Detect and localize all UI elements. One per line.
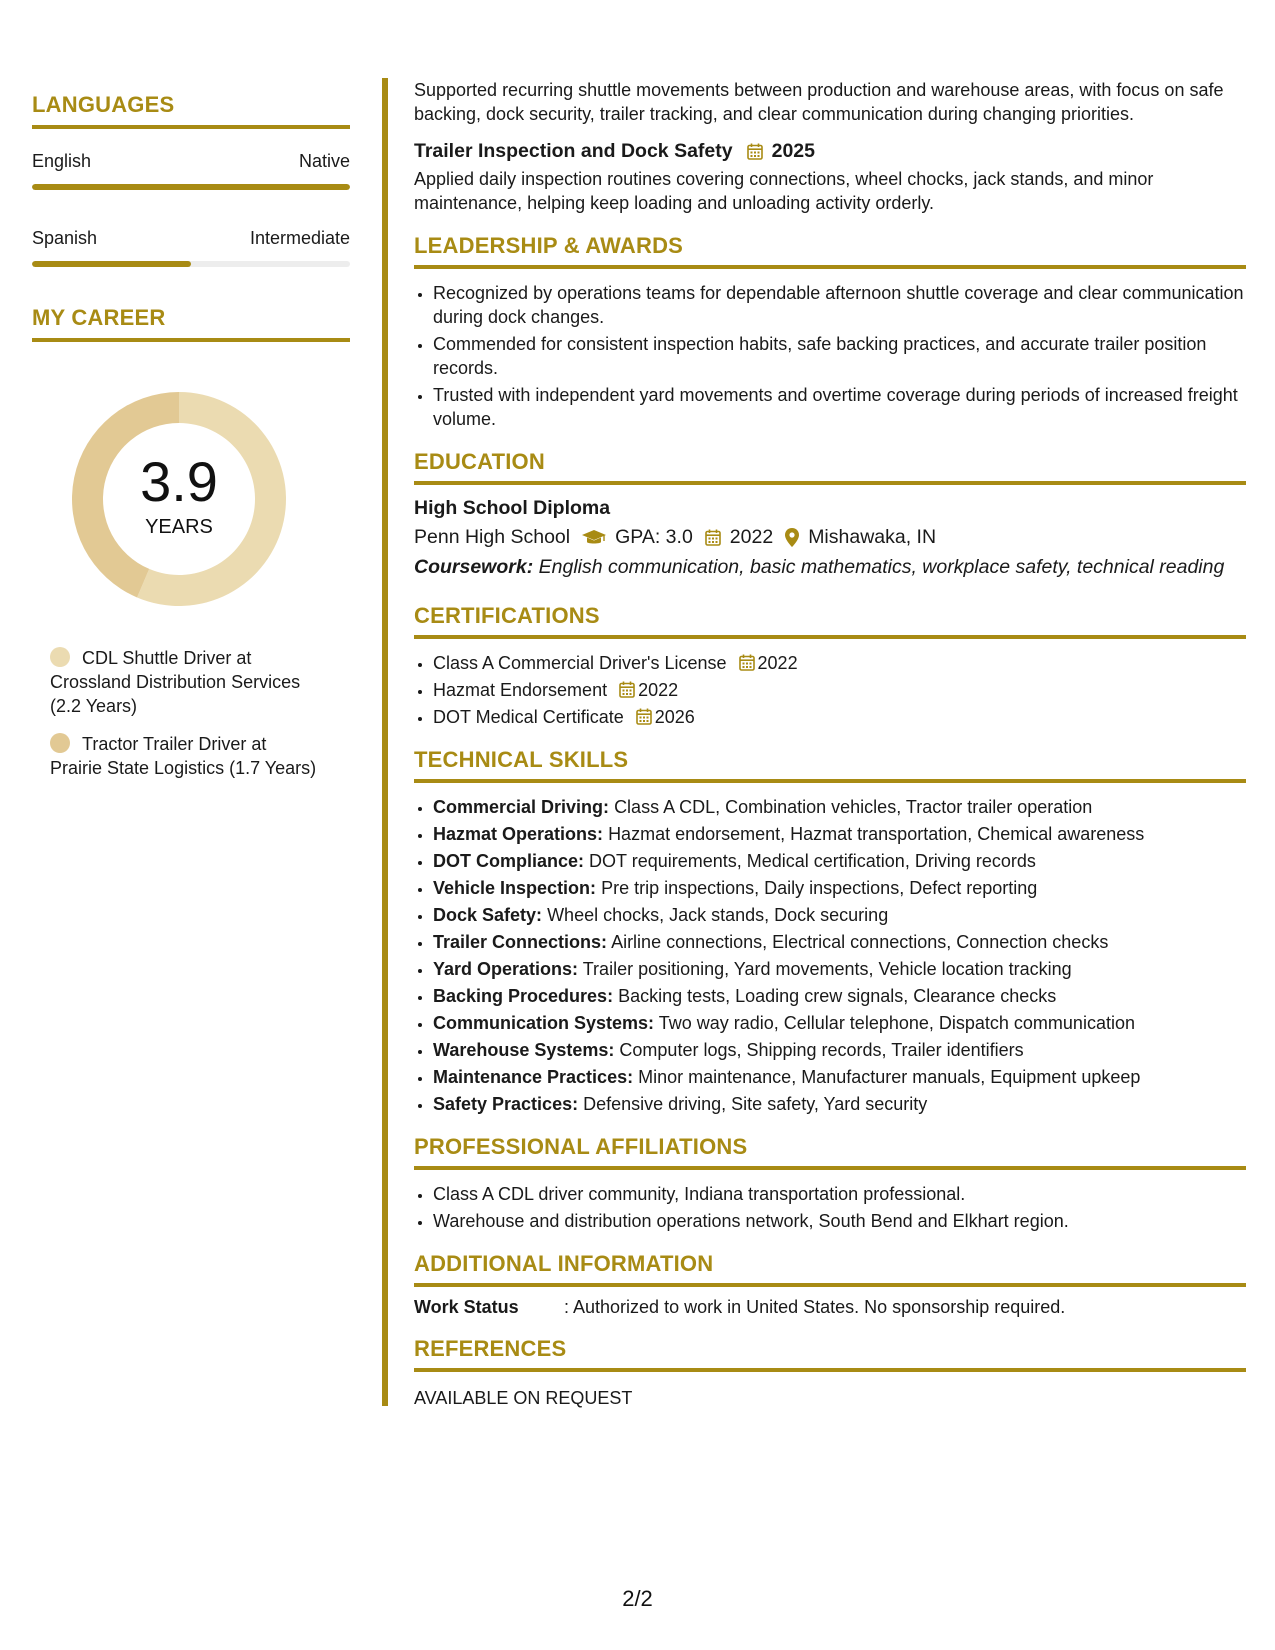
language-bar [32,261,350,267]
education-section [414,449,1246,579]
certifications-title: CERTIFICATIONS [414,603,1246,639]
skill-label: Hazmat Operations: [433,824,604,844]
skill-item [433,795,1246,819]
skill-text: Two way radio, Cellular telephone, Dispatch communication [658,1013,1135,1033]
skill-text: DOT requirements, Medical certification, Driving records [589,851,1036,871]
calendar-icon [619,680,635,697]
skill-text: Trailer positioning, Yard movements, Vehicle location tracking [582,959,1072,979]
career-item-label: CDL Shuttle Driver at Crossland Distribution Services (2.2 Years) [50,648,301,716]
skill-item [433,1011,1246,1035]
skill-item [433,903,1246,927]
skill-label: Communication Systems: [433,1013,655,1033]
language-bar [32,184,350,190]
project-heading [414,140,1246,163]
coursework-text: English communication, basic mathematics, workplace safety, technical reading [538,556,1225,578]
skill-label: Commercial Driving: [433,797,610,817]
career-legend-dot [50,647,70,667]
language-bar-fill [32,261,191,267]
skill-item [433,1065,1246,1089]
certification-name: Class A Commercial Driver's License [433,653,727,673]
certification-item [433,705,1246,729]
career-item-label: Tractor Trailer Driver at Prairie State Logistics (1.7 Years) [50,734,317,778]
skill-text: Wheel chocks, Jack stands, Dock securing [547,905,889,925]
skill-item [433,1092,1246,1116]
certification-year: 2026 [654,707,695,727]
calendar-icon [747,143,763,160]
graduation-cap-icon [582,530,606,546]
certification-year: 2022 [638,680,679,700]
references-text: AVAILABLE ON REQUEST [414,1388,633,1408]
education-details [414,526,1246,549]
career-total-unit: YEARS [145,515,213,538]
skill-label: Warehouse Systems: [433,1040,615,1060]
skill-item [433,930,1246,954]
language-name: English [32,151,92,171]
skill-item [433,957,1246,981]
education-year: 2022 [729,526,774,548]
language-item [32,151,350,190]
skill-text: Airline connections, Electrical connections, Connection checks [611,932,1109,952]
list-item: • Recognized by operations teams for dependable afternoon shuttle coverage and clear communication during dock changes. [433,281,1246,329]
career-item [50,732,320,780]
certification-year: 2022 [757,653,798,673]
skill-text: Pre trip inspections, Daily inspections, Defect reporting [601,878,1038,898]
page-number: 2/2 [622,1586,653,1611]
list-item: • Commended for consistent inspection habits, safe backing practices, and accurate trailer position records. [433,332,1246,380]
skill-label: Backing Procedures: [433,986,614,1006]
education-school: Penn High School [414,526,571,548]
language-name: Spanish [32,228,98,248]
career-legend-dot [50,733,70,753]
skill-item [433,849,1246,873]
skill-text: Hazmat endorsement, Hazmat transportation, Chemical awareness [608,824,1145,844]
calendar-icon [705,529,721,546]
list-item: • Class A CDL driver community, Indiana transportation professional. [433,1182,1246,1206]
language-bar-fill [32,184,350,190]
education-degree: High School Diploma [414,497,611,519]
skill-label: DOT Compliance: [433,851,585,871]
language-level: Intermediate [249,228,350,248]
project-description: Applied daily inspection routines covering connections, wheel chocks, jack stands, and minor maintenance, helping keep loading and unloading activity orderly. [414,169,1154,213]
skill-text: Class A CDL, Combination vehicles, Tractor trailer operation [614,797,1093,817]
skill-label: Safety Practices: [433,1094,579,1114]
skill-label: Trailer Connections: [433,932,608,952]
experience-summary: Supported recurring shuttle movements between production and warehouse areas, with focus on safe backing, dock security, trailer tracking, and clear communication during changing priorities. [414,80,1224,124]
project-year: 2025 [771,140,815,162]
certification-item [433,651,1246,675]
career-item [50,646,320,718]
references-section [414,1336,1246,1409]
leadership-section [414,233,1246,431]
career-donut-chart [66,386,292,612]
education-title: EDUCATION [414,449,1246,485]
education-gpa: GPA: 3.0 [615,526,693,548]
career-title: MY CAREER [32,305,350,342]
leadership-title: LEADERSHIP & AWARDS [414,233,1246,269]
affiliations-title: PROFESSIONAL AFFILIATIONS [414,1134,1246,1170]
skills-section [414,747,1246,1116]
calendar-icon [636,707,652,724]
education-location: Mishawaka, IN [808,526,937,548]
skill-label: Maintenance Practices: [433,1067,634,1087]
skill-item [433,984,1246,1008]
certification-item [433,678,1246,702]
languages-title: LANGUAGES [32,92,350,129]
language-item [32,228,350,267]
certification-name: Hazmat Endorsement [433,680,608,700]
career-total-value: 3.9 [140,449,218,513]
skill-label: Vehicle Inspection: [433,878,597,898]
affiliations-section [414,1134,1246,1233]
references-title: REFERENCES [414,1336,1246,1372]
right-column [414,78,1246,1409]
skill-item [433,1038,1246,1062]
skill-label: Yard Operations: [433,959,579,979]
certifications-section [414,603,1246,729]
calendar-icon [739,653,755,670]
work-status-label: Work Status [414,1297,519,1317]
left-column [32,92,350,794]
language-level: Native [298,151,350,171]
coursework-label: Coursework: [414,556,534,578]
project-title: Trailer Inspection and Dock Safety [414,140,733,162]
list-item: • Trusted with independent yard movements and overtime coverage during periods of increased freight volume. [433,383,1246,431]
skill-text: Minor maintenance, Manufacturer manuals, Equipment upkeep [638,1067,1141,1087]
skill-text: Computer logs, Shipping records, Trailer identifiers [619,1040,1024,1060]
additional-info-section [414,1251,1246,1318]
career-list [32,646,350,780]
list-item: • Warehouse and distribution operations network, South Bend and Elkhart region. [433,1209,1246,1233]
additional-info-title: ADDITIONAL INFORMATION [414,1251,1246,1287]
location-pin-icon [785,528,799,547]
skill-item [433,876,1246,900]
education-coursework [414,555,1246,579]
work-status-value: : Authorized to work in United States. No sponsorship required. [564,1297,1066,1317]
skill-text: Defensive driving, Site safety, Yard security [583,1094,928,1114]
column-divider [382,78,388,1406]
skill-text: Backing tests, Loading crew signals, Clearance checks [618,986,1057,1006]
certification-name: DOT Medical Certificate [433,707,624,727]
language-list [32,151,350,267]
work-status-row [414,1297,1246,1318]
skills-title: TECHNICAL SKILLS [414,747,1246,783]
skill-item [433,822,1246,846]
skill-label: Dock Safety: [433,905,543,925]
